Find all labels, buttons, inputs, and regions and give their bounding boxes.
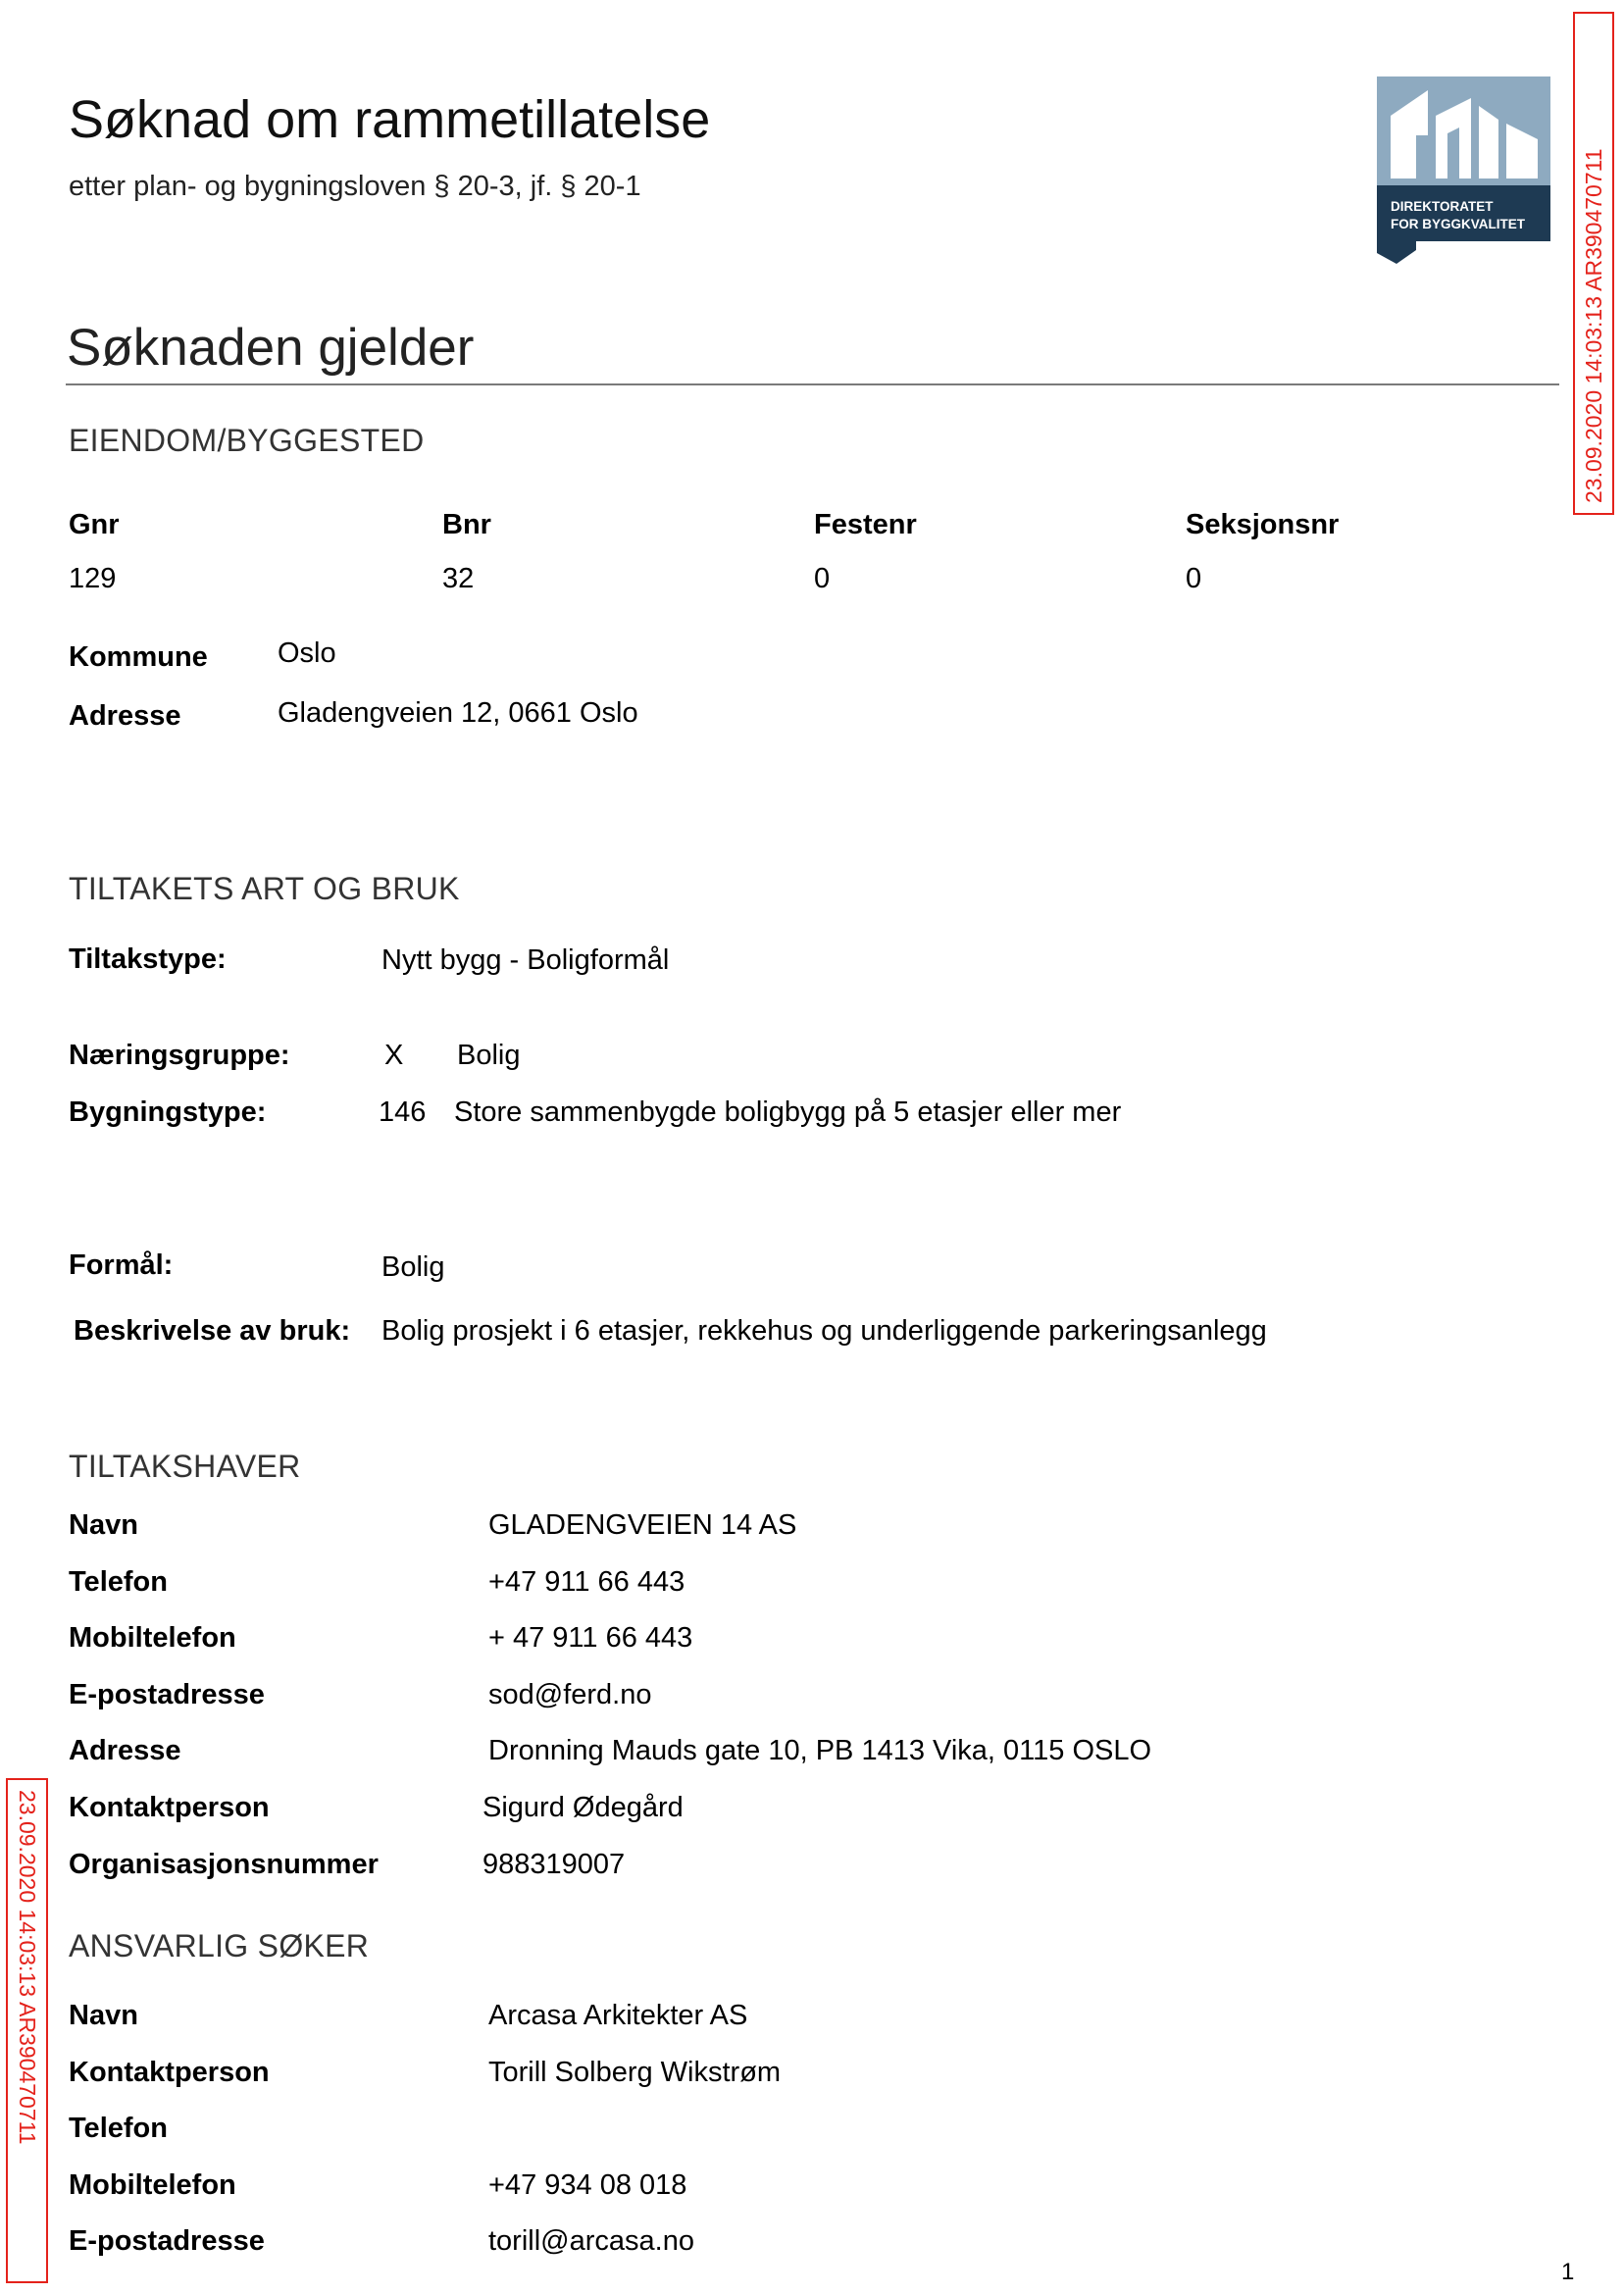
soker-value-kontaktperson: Torill Solberg Wikstrøm <box>488 2057 782 2088</box>
soker-value-epost: torill@arcasa.no <box>488 2225 694 2257</box>
value-bnr: 32 <box>442 563 475 594</box>
tiltakshaver-value-mobiltelefon: + 47 911 66 443 <box>488 1622 693 1654</box>
soker-label-telefon: Telefon <box>69 2113 168 2144</box>
value-seksjonsnr: 0 <box>1186 563 1202 594</box>
value-gnr: 129 <box>69 563 117 594</box>
dibk-logo-icon <box>1377 76 1550 264</box>
label-formal: Formål: <box>69 1249 174 1281</box>
section-divider <box>66 383 1559 385</box>
page-number: 1 <box>1561 2259 1575 2285</box>
tiltakshaver-label-orgnr: Organisasjonsnummer <box>69 1849 379 1880</box>
archive-stamp-left <box>6 1778 48 2283</box>
logo-text-line1: DIREKTORATET <box>1391 199 1494 214</box>
value-festenr: 0 <box>814 563 831 594</box>
value-tiltakstype: Nytt bygg - Boligformål <box>381 944 670 976</box>
value-naeringsgruppe: Bolig <box>457 1040 521 1071</box>
tiltakshaver-label-navn: Navn <box>69 1509 138 1541</box>
label-adresse: Adresse <box>69 700 181 732</box>
tiltakshaver-value-adresse: Dronning Mauds gate 10, PB 1413 Vika, 0115 OSLO <box>488 1735 1152 1766</box>
document-title: Søknad om rammetillatelse <box>69 90 711 149</box>
label-bnr: Bnr <box>442 509 491 540</box>
heading-tiltakshaver: TILTAKSHAVER <box>69 1449 301 1484</box>
soker-label-mobiltelefon: Mobiltelefon <box>69 2169 236 2201</box>
value-bygningstype: Store sammenbygde boligbygg på 5 etasjer eller mer <box>454 1096 1122 1128</box>
soker-value-mobiltelefon: +47 934 08 018 <box>488 2169 687 2201</box>
heading-ansvarlig-soker: ANSVARLIG SØKER <box>69 1928 370 1963</box>
document-subtitle: etter plan- og bygningsloven § 20-3, jf. § 20-1 <box>69 171 641 202</box>
label-bygningstype: Bygningstype: <box>69 1096 267 1128</box>
stamp-text: 23.09.2020 14:03:13 AR390470711 <box>15 1790 40 2145</box>
label-naeringsgruppe: Næringsgruppe: <box>69 1040 290 1071</box>
tiltakshaver-label-mobiltelefon: Mobiltelefon <box>69 1622 236 1654</box>
label-tiltakstype: Tiltakstype: <box>69 943 227 975</box>
tiltakshaver-label-kontaktperson: Kontaktperson <box>69 1792 270 1823</box>
value-bygningstype-code: 146 <box>379 1096 427 1128</box>
tiltakshaver-label-adresse: Adresse <box>69 1735 181 1766</box>
tiltakshaver-label-telefon: Telefon <box>69 1566 168 1598</box>
label-kommune: Kommune <box>69 641 208 673</box>
label-seksjonsnr: Seksjonsnr <box>1186 509 1340 540</box>
tiltakshaver-value-kontaktperson: Sigurd Ødegård <box>482 1792 684 1823</box>
value-beskrivelse: Bolig prosjekt i 6 etasjer, rekkehus og underliggende parkeringsanlegg <box>381 1315 1267 1347</box>
archive-stamp-right <box>1573 12 1614 515</box>
value-formal: Bolig <box>381 1251 445 1283</box>
tiltakshaver-value-navn: GLADENGVEIEN 14 AS <box>488 1509 797 1541</box>
logo-text-line2: FOR BYGGKVALITET <box>1391 217 1525 231</box>
tiltakshaver-label-epost: E-postadresse <box>69 1679 265 1710</box>
dibk-logo <box>1377 76 1550 264</box>
tiltakshaver-value-telefon: +47 911 66 443 <box>488 1566 685 1598</box>
label-gnr: Gnr <box>69 509 120 540</box>
soker-label-kontaktperson: Kontaktperson <box>69 2057 270 2088</box>
soker-label-epost: E-postadresse <box>69 2225 265 2257</box>
soker-label-navn: Navn <box>69 2000 138 2031</box>
heading-eiendom: EIENDOM/BYGGESTED <box>69 423 425 458</box>
soker-value-navn: Arcasa Arkitekter AS <box>488 2000 748 2031</box>
tiltakshaver-value-epost: sod@ferd.no <box>488 1679 652 1710</box>
heading-tiltak: TILTAKETS ART OG BRUK <box>69 871 460 906</box>
stamp-text: 23.09.2020 14:03:13 AR390470711 <box>1581 148 1606 503</box>
value-kommune: Oslo <box>278 637 336 669</box>
section-title: Søknaden gjelder <box>67 319 475 377</box>
tiltakshaver-value-orgnr: 988319007 <box>482 1849 626 1880</box>
value-naeringsgruppe-code: X <box>384 1040 404 1071</box>
label-beskrivelse: Beskrivelse av bruk: <box>74 1315 351 1347</box>
label-festenr: Festenr <box>814 509 917 540</box>
value-adresse: Gladengveien 12, 0661 Oslo <box>278 697 638 729</box>
